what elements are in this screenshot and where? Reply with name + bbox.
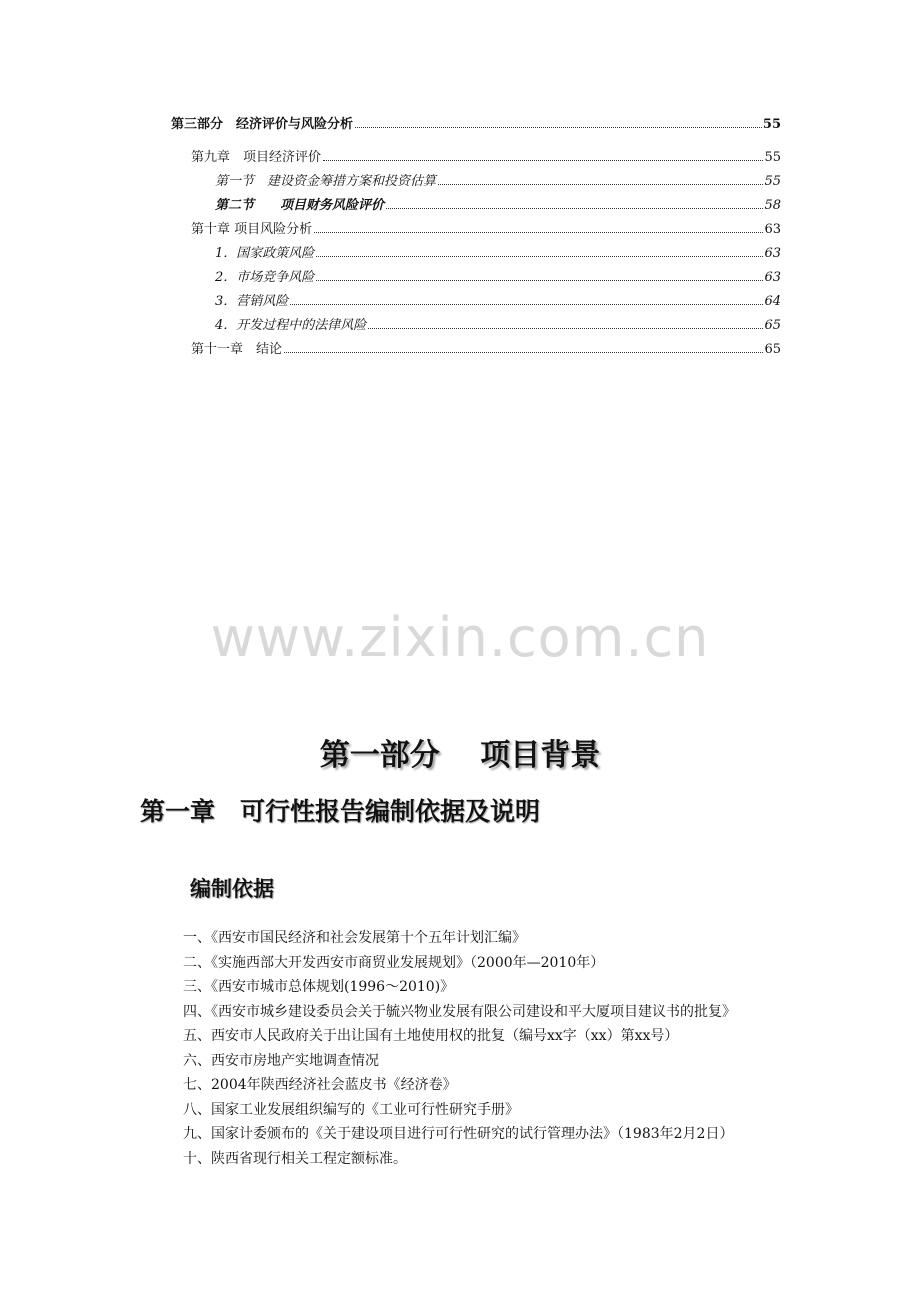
toc-leader-dots [355, 126, 762, 128]
toc-leader-dots [284, 351, 763, 353]
toc-entry-chapter-nine[interactable] [191, 150, 781, 166]
toc-entry-label: 1．国家政策风险 [215, 246, 315, 261]
toc-leader-dots [290, 303, 763, 305]
toc-entry-label: 4．开发过程中的法律风险 [215, 318, 367, 333]
toc-leader-dots [438, 183, 763, 185]
toc-entry-page: 58 [764, 198, 781, 213]
toc-entry-label: 第十一章 结论 [191, 342, 283, 357]
part-title: 第一部分 项目背景 [319, 738, 601, 773]
toc-entry-page: 64 [764, 294, 781, 309]
basis-item: 六、西安市房地产实地调查情况 [183, 1052, 379, 1069]
toc-leader-dots [386, 207, 763, 209]
chapter-title: 第一章 可行性报告编制依据及说明 [140, 797, 541, 826]
section-title: 编制依据 [190, 877, 274, 901]
toc-entry-label: 3．营销风险 [215, 294, 289, 309]
basis-list [140, 926, 760, 1171]
toc-entry-label: 第二节 项目财务风险评价 [215, 198, 385, 213]
toc-entry-label: 第一节 建设资金筹措方案和投资估算 [215, 174, 437, 189]
basis-item: 十、陕西省现行相关工程定额标准。 [183, 1150, 407, 1167]
toc-entry-label: 第九章 项目经济评价 [191, 150, 322, 165]
toc-entry-label: 2．市场竞争风险 [215, 270, 315, 285]
basis-item: 五、西安市人民政府关于出让国有土地使用权的批复（编号xx字（xx）第xx号） [183, 1028, 679, 1044]
toc-entry-part-three[interactable] [171, 117, 781, 133]
toc-entry-section-one[interactable] [215, 174, 781, 190]
toc-entry-label: 第十章 项目风险分析 [191, 222, 313, 237]
basis-item: 八、国家工业发展组织编写的《工业可行性研究手册》 [183, 1101, 519, 1118]
basis-item: 三、《西安市城市总体规划(1996～2010)》 [183, 979, 455, 995]
toc-entry-chapter-ten[interactable] [191, 222, 781, 238]
toc-entry-page: 63 [764, 270, 781, 285]
toc-entry-page: 63 [764, 222, 781, 237]
basis-item: 四、《西安市城乡建设委员会关于毓兴物业发展有限公司建设和平大厦项目建议书的批复》 [183, 1003, 736, 1020]
toc-entry-risk-1[interactable] [215, 246, 781, 262]
toc-entry-page: 65 [764, 318, 781, 333]
toc-entry-risk-4[interactable] [215, 318, 781, 334]
toc-entry-page: 63 [764, 246, 781, 261]
toc-entry-page: 65 [764, 342, 781, 357]
toc-entry-section-two[interactable] [215, 198, 781, 214]
watermark: www.zixin.com.cn [210, 606, 710, 669]
toc-leader-dots [316, 255, 763, 257]
basis-item: 二、《实施西部大开发西安市商贸业发展规划》（2000年—2010年） [183, 954, 605, 971]
toc-entry-page: 55 [764, 150, 781, 165]
toc-leader-dots [316, 279, 763, 281]
toc-entry-label: 第三部分 经济评价与风险分析 [171, 117, 354, 132]
toc-entry-chapter-eleven[interactable] [191, 342, 781, 358]
toc-entry-risk-3[interactable] [215, 294, 781, 310]
toc-leader-dots [323, 159, 763, 161]
basis-item: 七、2004年陕西经济社会蓝皮书《经济卷》 [183, 1077, 457, 1093]
toc-entry-risk-2[interactable] [215, 270, 781, 286]
basis-item: 九、国家计委颁布的《关于建设项目进行可行性研究的试行管理办法》（1983年2月2日） [183, 1126, 734, 1142]
toc-entry-page: 55 [762, 117, 781, 132]
toc-entry-page: 55 [764, 174, 781, 189]
basis-item: 一、《西安市国民经济和社会发展第十个五年计划汇编》 [183, 930, 526, 946]
toc-leader-dots [314, 231, 763, 233]
toc-leader-dots [368, 327, 763, 329]
